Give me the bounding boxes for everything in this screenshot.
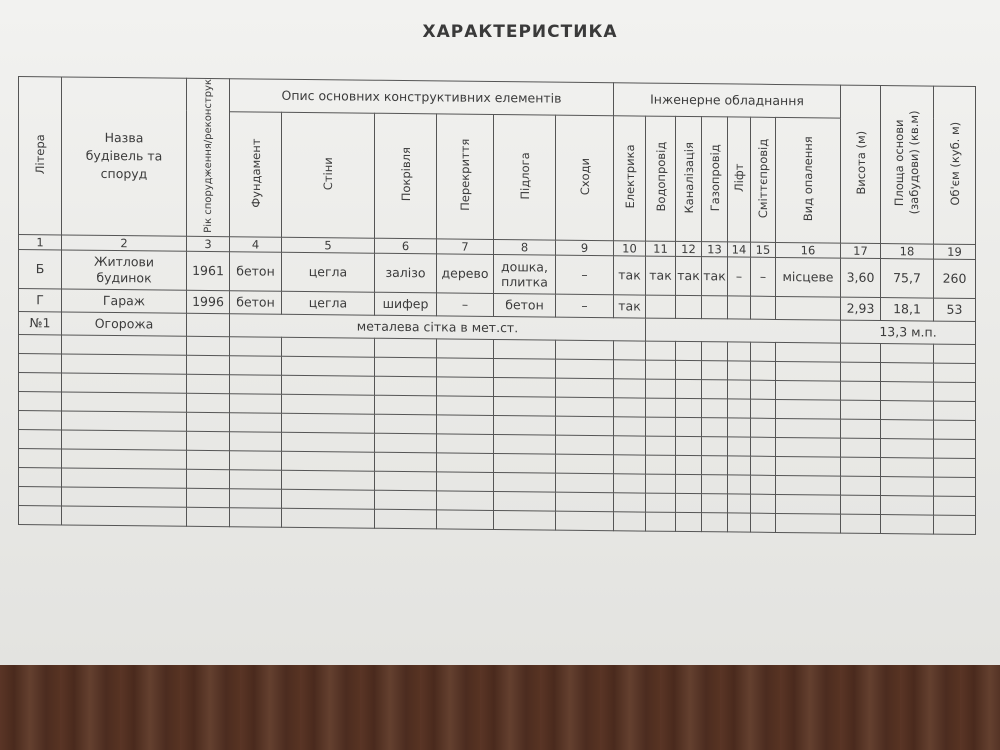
header-gazoprovid: Газопровід (702, 116, 728, 241)
col-num: 14 (728, 242, 751, 257)
header-opys-group: Опис основних конструктивних елементів (230, 79, 614, 116)
col-num: 2 (62, 235, 187, 251)
cell-nazva: Житлови будинок (62, 250, 187, 290)
cell-empty (187, 313, 230, 336)
col-num: 12 (676, 241, 702, 256)
cell-ploshcha: 18,1 (881, 297, 934, 321)
page-title: ХАРАКТЕРИСТИКА (422, 22, 618, 42)
cell-empty (776, 296, 841, 320)
cell-empty (646, 295, 676, 318)
header-kanalizatsiya: Каналізація (676, 116, 702, 241)
cell-stiny: цегла (282, 252, 375, 292)
characteristics-table (18, 76, 976, 535)
header-elektryka: Електрика (614, 115, 646, 240)
cell-lift: – (728, 257, 751, 296)
col-num: 15 (751, 242, 776, 257)
cell-elektryka: так (614, 295, 646, 318)
cell-stiny: цегла (282, 291, 375, 315)
header-obyem: Об'єм (куб. м) (934, 86, 976, 244)
header-pidloga: Підлога (494, 114, 556, 240)
cell-skhody: – (556, 255, 614, 295)
header-fundament: Фундамент (230, 111, 282, 237)
col-num: 6 (375, 238, 437, 254)
cell-gazoprovid: так (702, 256, 728, 295)
cell-rik: 1996 (187, 290, 230, 313)
header-smittyeprovid: Сміттєпровід (751, 117, 776, 242)
cell-kanalizatsiya: так (676, 256, 702, 295)
cell-empty (751, 296, 776, 319)
col-num: 1 (19, 234, 62, 249)
header-vysota: Висота (м) (841, 85, 881, 243)
header-vyd-opalennya: Вид опалення (776, 117, 841, 243)
cell-vysota: 2,93 (841, 297, 881, 320)
cell-elektryka: так (614, 256, 646, 295)
cell-obyem: 53 (934, 298, 976, 321)
cell-size-merged: 13,3 м.п. (841, 320, 976, 344)
header-pokrivlya: Покрівля (375, 113, 437, 239)
wood-surface (0, 665, 1000, 750)
cell-vysota: 3,60 (841, 258, 881, 297)
header-nazva: Назва будівель та споруд (62, 77, 187, 236)
cell-litera: Г (19, 288, 62, 311)
col-num: 9 (556, 240, 614, 256)
col-num: 19 (934, 244, 976, 259)
col-num: 7 (437, 239, 494, 255)
cell-smittyeprovid: – (751, 257, 776, 296)
col-num: 8 (494, 239, 556, 255)
cell-pidloga: бетон (494, 293, 556, 317)
cell-obyem: 260 (934, 259, 976, 298)
header-vodoprovid: Водопровід (646, 116, 676, 241)
cell-rik: 1961 (187, 251, 230, 290)
col-num: 16 (776, 242, 841, 258)
header-litera: Літера (19, 77, 62, 235)
cell-empty (702, 295, 728, 318)
cell-nazva: Огорожа (62, 312, 187, 336)
cell-pokrivlya: залізо (375, 253, 437, 293)
cell-fundament: бетон (230, 291, 282, 315)
cell-pidloga: дошка, плитка (494, 254, 556, 294)
header-perekryttya: Перекриття (437, 114, 494, 240)
cell-vyd-opalennya: місцеве (776, 257, 841, 297)
col-num: 10 (614, 241, 646, 256)
cell-empty (676, 295, 702, 318)
cell-empty (646, 318, 841, 343)
cell-ploshcha: 75,7 (881, 258, 934, 298)
cell-fundament: бетон (230, 252, 282, 292)
col-num: 13 (702, 241, 728, 256)
col-num: 18 (881, 243, 934, 259)
header-ploshcha: Площа основи (забудови) (кв.м) (881, 86, 934, 244)
col-num: 5 (282, 237, 375, 253)
header-stiny: Стіни (282, 112, 375, 238)
col-num: 17 (841, 243, 881, 258)
cell-opys-merged: металева сітка в мет.ст. (230, 314, 646, 341)
cell-litera: Б (19, 249, 62, 288)
cell-vodoprovid: так (646, 256, 676, 295)
header-skhody: Сходи (556, 115, 614, 241)
col-num: 3 (187, 236, 230, 251)
header-inzh-group: Інженерне обладнання (614, 83, 841, 118)
cell-empty (728, 296, 751, 319)
header-rik: Рік спорудження/реконструк (187, 78, 230, 236)
cell-pokrivlya: шифер (375, 292, 437, 316)
cell-nazva: Гараж (62, 289, 187, 313)
cell-perekryttya: дерево (437, 254, 494, 294)
col-num: 11 (646, 241, 676, 256)
cell-perekryttya: – (437, 293, 494, 317)
cell-litera: №1 (19, 311, 62, 334)
header-lift: Ліфт (728, 117, 751, 242)
cell-skhody: – (556, 294, 614, 318)
col-num: 4 (230, 237, 282, 253)
